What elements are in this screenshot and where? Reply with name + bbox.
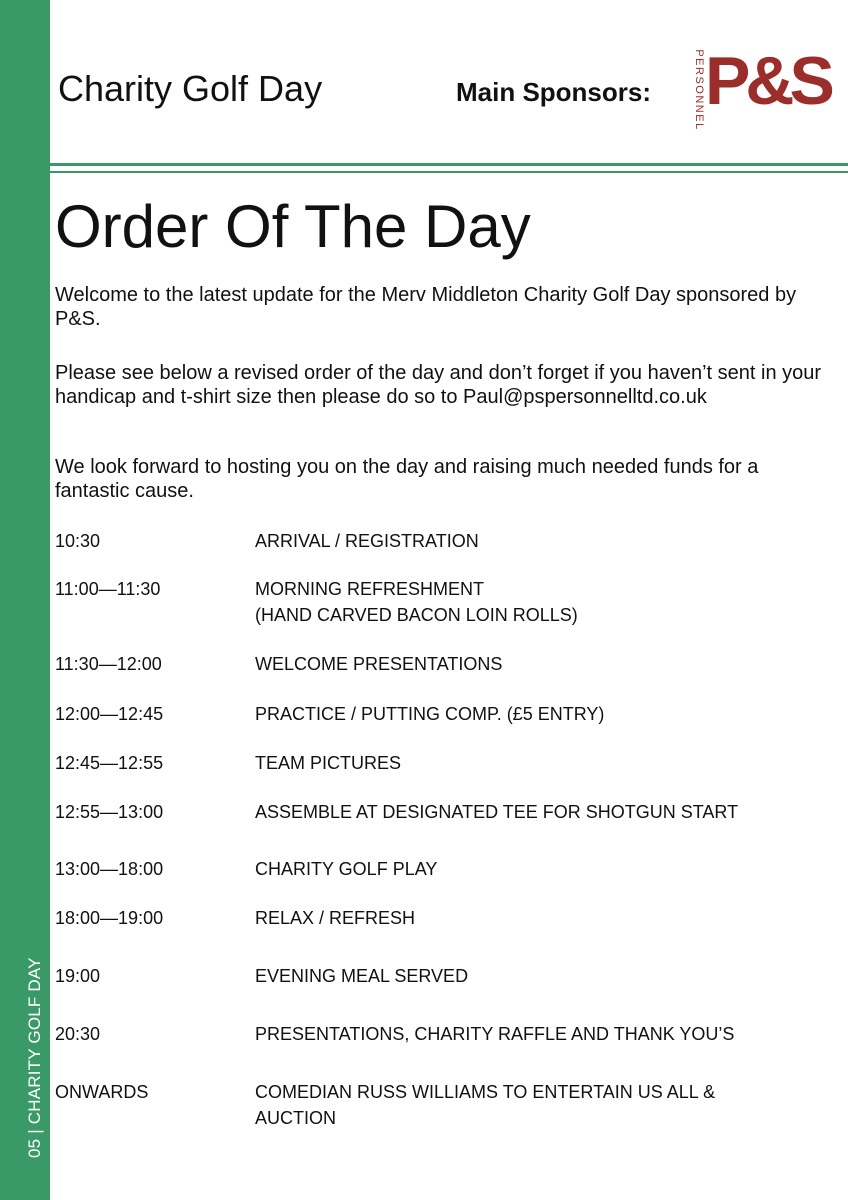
page-heading: Order Of The Day — [55, 193, 531, 260]
schedule-time: 10:30 — [55, 531, 101, 551]
schedule-time: ONWARDS — [55, 1082, 149, 1102]
schedule-time: 19:00 — [55, 966, 101, 986]
logo-vertical-text: PERSONNEL — [693, 49, 705, 131]
header-divider — [50, 163, 848, 166]
schedule-activity: ASSEMBLE AT DESIGNATED TEE FOR SHOTGUN START — [255, 802, 739, 822]
schedule-time: 12:55—13:00 — [55, 802, 164, 822]
schedule-time: 12:45—12:55 — [55, 753, 164, 773]
schedule-activity: WELCOME PRESENTATIONS — [255, 654, 503, 674]
schedule-time: 12:00—12:45 — [55, 704, 164, 724]
request-paragraph: Please see below a revised order of the day and don’t forget if you haven’t sent in your handicap and t-shirt size then please do so to Paul@pspersonnelltd.co.uk — [55, 362, 822, 408]
schedule-time: 11:30—12:00 — [55, 654, 162, 674]
schedule-activity: RELAX / REFRESH — [255, 908, 416, 928]
side-label: 05 | CHARITY GOLF DAY — [25, 957, 44, 1158]
schedule-time: 18:00—19:00 — [55, 908, 164, 928]
schedule-activity: COMEDIAN RUSS WILLIAMS TO ENTERTAIN US ALL & AUCTION — [255, 1082, 716, 1128]
header-divider-thin — [50, 171, 848, 173]
sponsor-label: Main Sponsors: — [456, 77, 652, 107]
schedule-activity: TEAM PICTURES — [255, 753, 402, 773]
schedule-activity: ARRIVAL / REGISTRATION — [255, 531, 479, 551]
schedule-time: 11:00—11:30 — [55, 579, 161, 599]
schedule-activity: PRACTICE / PUTTING COMP. (£5 ENTRY) — [255, 704, 605, 724]
schedule-activity-detail: (HAND CARVED BACON LOIN ROLLS) — [255, 605, 578, 625]
header-title: Charity Golf Day — [58, 68, 323, 109]
schedule-time: 20:30 — [55, 1024, 101, 1044]
schedule-activity: CHARITY GOLF PLAY — [255, 859, 438, 879]
closing-paragraph: We look forward to hosting you on the day and raising much needed funds for a fantastic cause. — [55, 456, 759, 502]
schedule-activity: PRESENTATIONS, CHARITY RAFFLE AND THANK YOU’S — [255, 1024, 735, 1044]
side-bar — [0, 0, 50, 1200]
schedule-time: 13:00—18:00 — [55, 859, 164, 879]
logo-letters: P&S — [705, 43, 830, 119]
ps-personnel-logo — [686, 40, 830, 140]
schedule-activity: EVENING MEAL SERVED — [255, 966, 469, 986]
intro-paragraph: Welcome to the latest update for the Merv Middleton Charity Golf Day sponsored by P&S. — [55, 284, 797, 330]
schedule-activity: MORNING REFRESHMENT — [255, 579, 484, 599]
